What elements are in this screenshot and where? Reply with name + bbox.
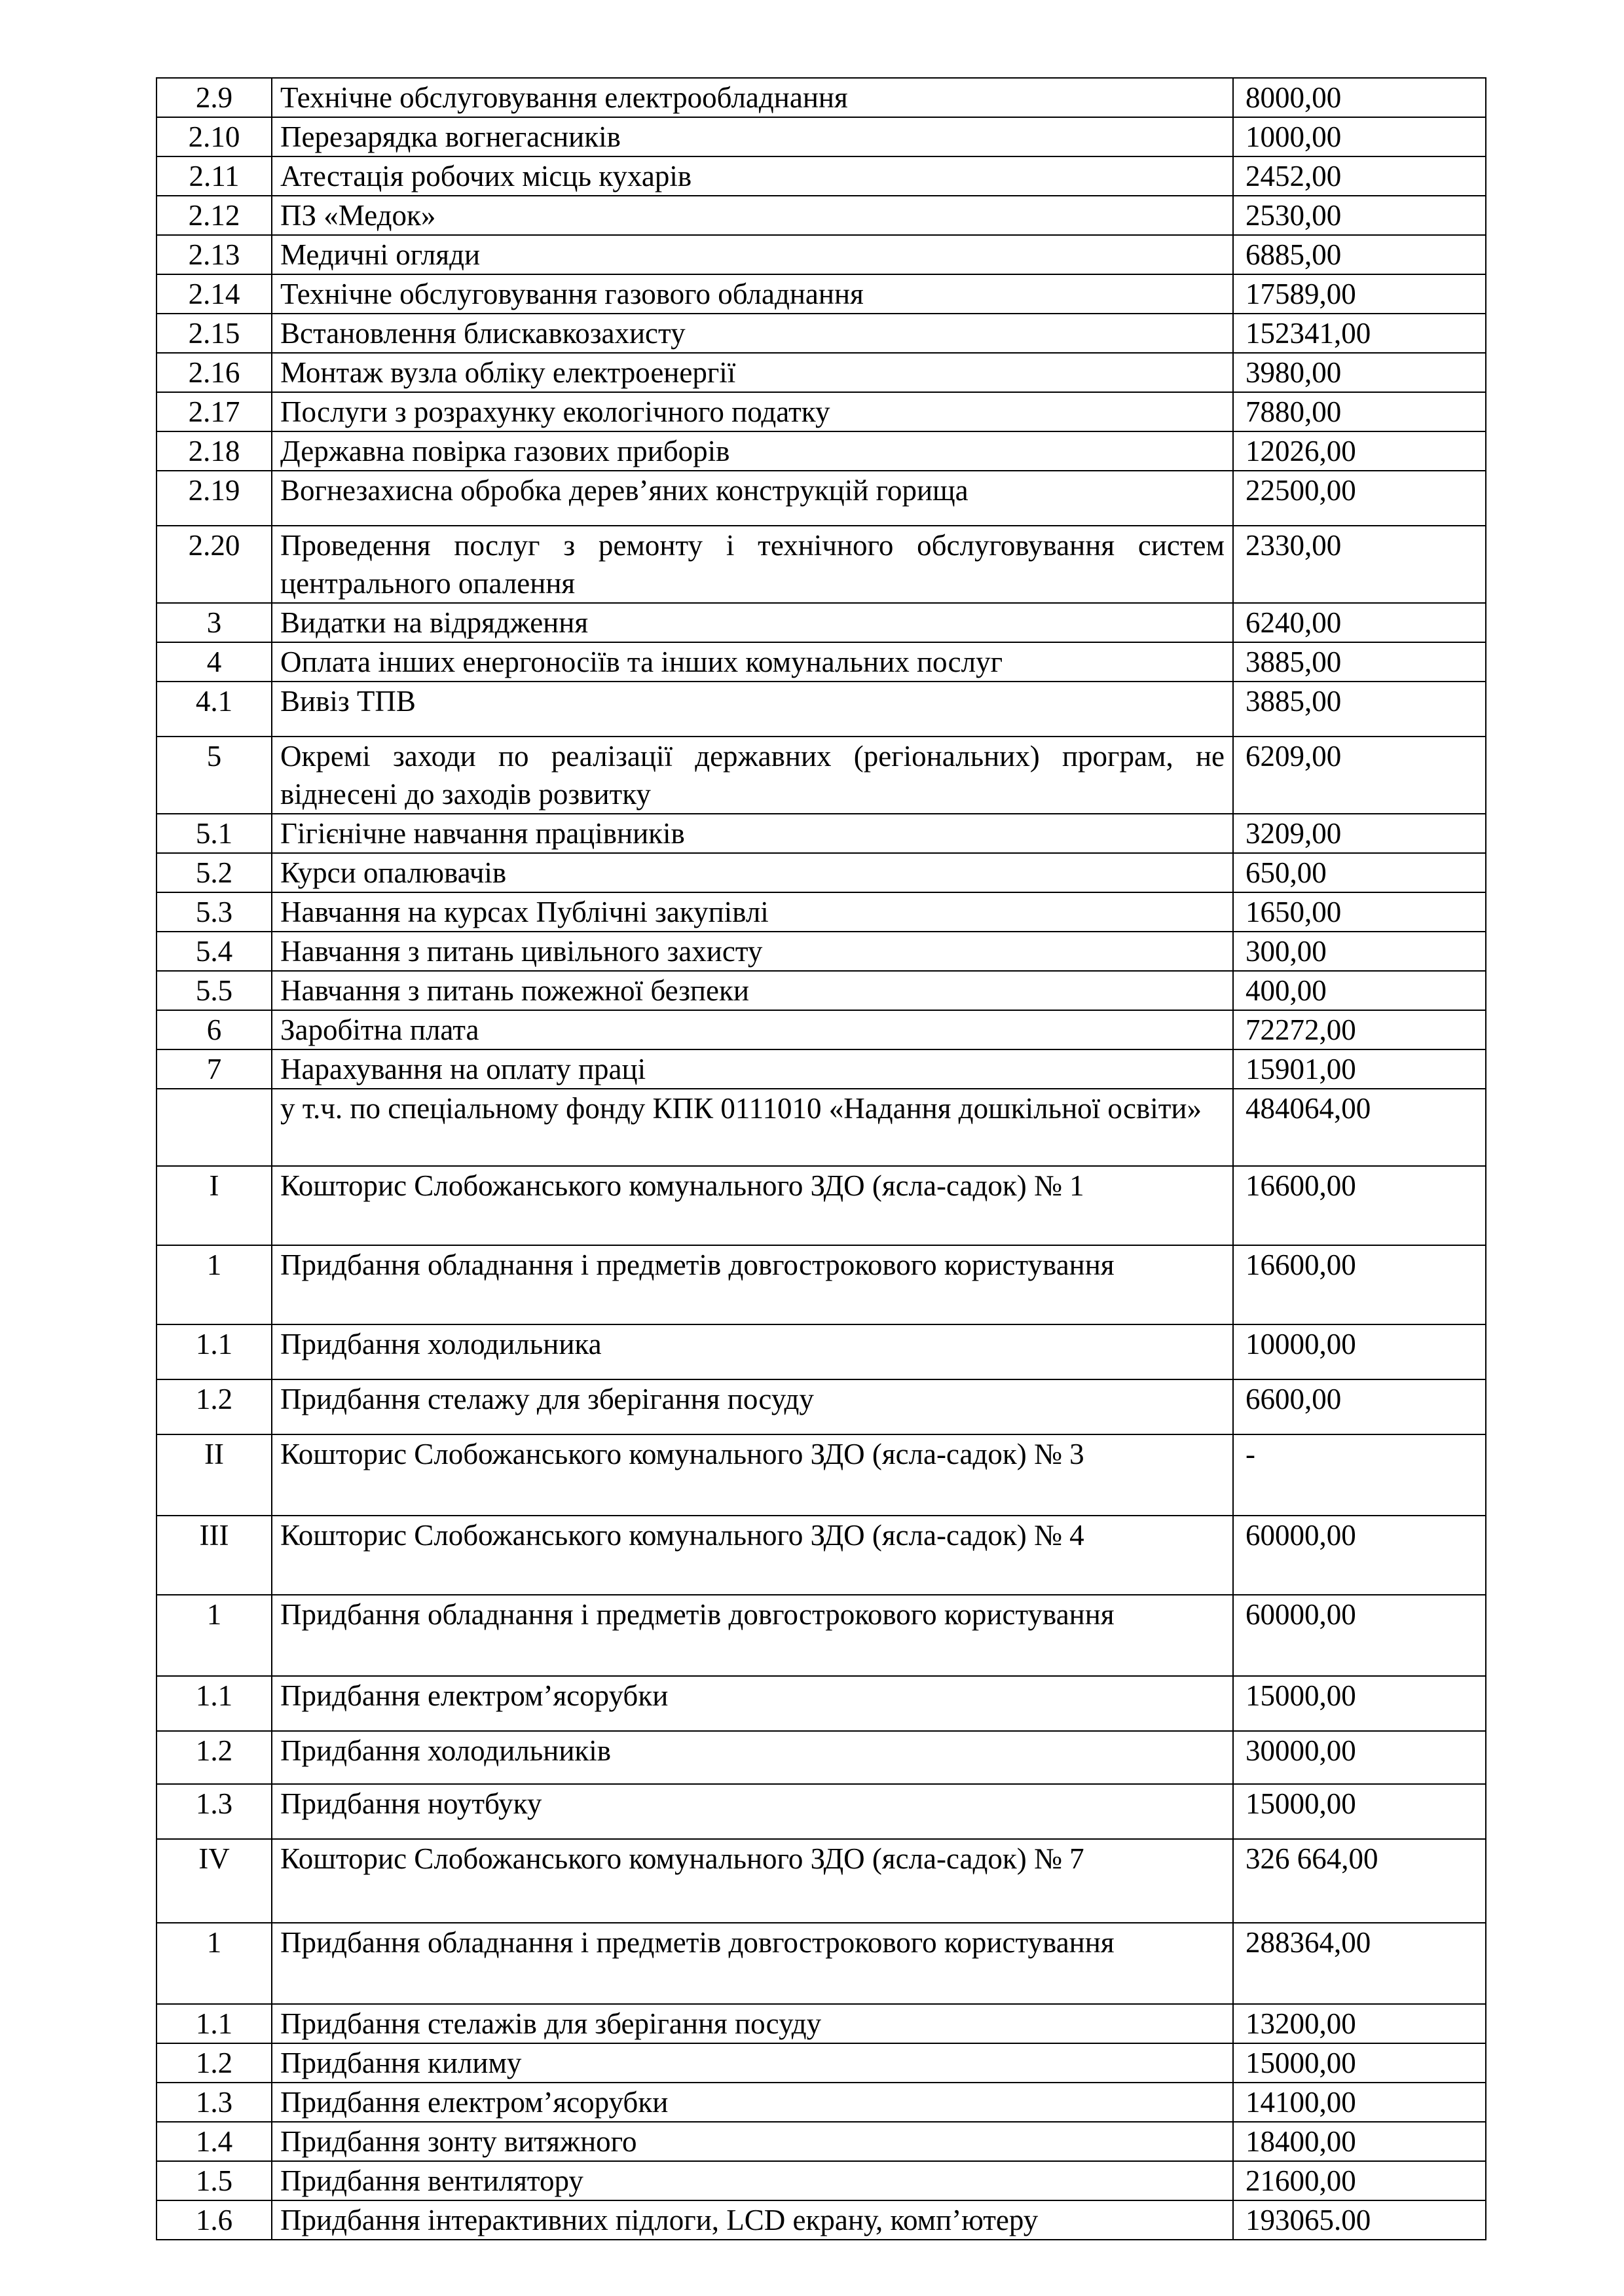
row-description: Навчання з питань цивільного захисту xyxy=(272,932,1233,971)
row-amount: 2530,00 xyxy=(1233,196,1486,235)
table-row xyxy=(157,892,1486,932)
table-row xyxy=(157,431,1486,471)
row-description: Нарахування на оплату праці xyxy=(272,1049,1233,1089)
row-number: 1.2 xyxy=(157,1731,272,1784)
row-number: 1.2 xyxy=(157,2043,272,2083)
row-amount: 3209,00 xyxy=(1233,814,1486,853)
row-amount: 21600,00 xyxy=(1233,2161,1486,2200)
row-amount: 18400,00 xyxy=(1233,2122,1486,2161)
row-amount: 72272,00 xyxy=(1233,1010,1486,1049)
table-row xyxy=(157,1839,1486,1923)
row-description: Придбання обладнання і предметів довгострокового користування xyxy=(272,1595,1233,1676)
row-number: 5.4 xyxy=(157,932,272,971)
row-description: Атестація робочих місць кухарів xyxy=(272,156,1233,196)
table-row xyxy=(157,196,1486,235)
row-number: 1.1 xyxy=(157,2004,272,2043)
row-amount: 300,00 xyxy=(1233,932,1486,971)
table-row xyxy=(157,642,1486,682)
row-number: 5.3 xyxy=(157,892,272,932)
table-row xyxy=(157,156,1486,196)
table-row xyxy=(157,1379,1486,1434)
row-number: 3 xyxy=(157,603,272,642)
row-description: Придбання холодильника xyxy=(272,1324,1233,1379)
row-amount: 8000,00 xyxy=(1233,78,1486,117)
row-number: 5.2 xyxy=(157,853,272,892)
row-amount: 22500,00 xyxy=(1233,471,1486,526)
table-row xyxy=(157,814,1486,853)
table-row xyxy=(157,1731,1486,1784)
table-row xyxy=(157,932,1486,971)
row-number: 2.20 xyxy=(157,526,272,603)
table-row xyxy=(157,1434,1486,1516)
table-row xyxy=(157,78,1486,117)
row-number: 4 xyxy=(157,642,272,682)
row-description: Навчання на курсах Публічні закупівлі xyxy=(272,892,1233,932)
row-description: ПЗ «Медок» xyxy=(272,196,1233,235)
row-number: IV xyxy=(157,1839,272,1923)
row-number: 7 xyxy=(157,1049,272,1089)
row-amount: 3885,00 xyxy=(1233,682,1486,737)
row-amount: 16600,00 xyxy=(1233,1166,1486,1245)
row-description: Придбання стелажу для зберігання посуду xyxy=(272,1379,1233,1434)
row-amount: 17589,00 xyxy=(1233,274,1486,314)
row-amount: 13200,00 xyxy=(1233,2004,1486,2043)
row-description: Гігієнічне навчання працівників xyxy=(272,814,1233,853)
row-amount: - xyxy=(1233,1434,1486,1516)
table-row xyxy=(157,971,1486,1010)
row-description: Придбання зонту витяжного xyxy=(272,2122,1233,2161)
row-description: Перезарядка вогнегасників xyxy=(272,117,1233,156)
row-description: Навчання з питань пожежної безпеки xyxy=(272,971,1233,1010)
row-number: 1.4 xyxy=(157,2122,272,2161)
row-amount: 7880,00 xyxy=(1233,392,1486,431)
row-amount: 193065.00 xyxy=(1233,2200,1486,2240)
row-amount: 15000,00 xyxy=(1233,1784,1486,1839)
row-amount: 30000,00 xyxy=(1233,1731,1486,1784)
row-amount: 1650,00 xyxy=(1233,892,1486,932)
row-description: Придбання стелажів для зберігання посуду xyxy=(272,2004,1233,2043)
row-amount: 1000,00 xyxy=(1233,117,1486,156)
row-description: Вогнезахисна обробка дерев’яних конструкцій горища xyxy=(272,471,1233,526)
row-description: Послуги з розрахунку екологічного податку xyxy=(272,392,1233,431)
row-amount: 12026,00 xyxy=(1233,431,1486,471)
row-amount: 14100,00 xyxy=(1233,2083,1486,2122)
row-amount: 2452,00 xyxy=(1233,156,1486,196)
row-description: Придбання електром’ясорубки xyxy=(272,1676,1233,1731)
row-amount: 6885,00 xyxy=(1233,235,1486,274)
row-description: Кошторис Слобожанського комунального ЗДО (ясла-садок) № 3 xyxy=(272,1434,1233,1516)
table-row xyxy=(157,2083,1486,2122)
table-row xyxy=(157,682,1486,737)
row-description: Придбання килиму xyxy=(272,2043,1233,2083)
row-description: Технічне обслуговування електрообладнання xyxy=(272,78,1233,117)
row-number: 2.14 xyxy=(157,274,272,314)
table-row xyxy=(157,1010,1486,1049)
table-row xyxy=(157,1089,1486,1166)
row-description: Придбання ноутбуку xyxy=(272,1784,1233,1839)
row-description: Придбання холодильників xyxy=(272,1731,1233,1784)
row-description: Вивіз ТПВ xyxy=(272,682,1233,737)
table-row xyxy=(157,1166,1486,1245)
row-description: Монтаж вузла обліку електроенергії xyxy=(272,353,1233,392)
row-description: Технічне обслуговування газового обладнання xyxy=(272,274,1233,314)
budget-table xyxy=(156,77,1486,2240)
row-number: 2.10 xyxy=(157,117,272,156)
table-row xyxy=(157,235,1486,274)
row-description: Кошторис Слобожанського комунального ЗДО (ясла-садок) № 1 xyxy=(272,1166,1233,1245)
row-number: 1.5 xyxy=(157,2161,272,2200)
row-amount: 6240,00 xyxy=(1233,603,1486,642)
table-row xyxy=(157,1245,1486,1324)
row-description: Оплата інших енергоносіїв та інших комунальних послуг xyxy=(272,642,1233,682)
table-row xyxy=(157,2122,1486,2161)
row-description: Придбання вентилятору xyxy=(272,2161,1233,2200)
row-amount: 6600,00 xyxy=(1233,1379,1486,1434)
row-amount: 484064,00 xyxy=(1233,1089,1486,1166)
row-number: 1.1 xyxy=(157,1676,272,1731)
row-number: II xyxy=(157,1434,272,1516)
table-row xyxy=(157,2043,1486,2083)
row-number: 4.1 xyxy=(157,682,272,737)
row-number: III xyxy=(157,1516,272,1595)
row-description: Проведення послуг з ремонту і технічного обслуговування систем центрального опалення xyxy=(272,526,1233,603)
row-number: 1.6 xyxy=(157,2200,272,2240)
row-description: Придбання електром’ясорубки xyxy=(272,2083,1233,2122)
row-amount: 3980,00 xyxy=(1233,353,1486,392)
row-amount: 15901,00 xyxy=(1233,1049,1486,1089)
row-number: 2.12 xyxy=(157,196,272,235)
row-description: Курси опалювачів xyxy=(272,853,1233,892)
row-amount: 288364,00 xyxy=(1233,1923,1486,2004)
table-row xyxy=(157,2161,1486,2200)
row-amount: 10000,00 xyxy=(1233,1324,1486,1379)
row-number: 2.16 xyxy=(157,353,272,392)
row-description: Медичні огляди xyxy=(272,235,1233,274)
row-description: Встановлення блискавкозахисту xyxy=(272,314,1233,353)
table-row xyxy=(157,314,1486,353)
row-number: 1.1 xyxy=(157,1324,272,1379)
row-amount: 650,00 xyxy=(1233,853,1486,892)
table-row xyxy=(157,1516,1486,1595)
row-number: 5.1 xyxy=(157,814,272,853)
row-description: Придбання обладнання і предметів довгострокового користування xyxy=(272,1923,1233,2004)
table-row xyxy=(157,353,1486,392)
row-number: 1 xyxy=(157,1923,272,2004)
row-amount: 16600,00 xyxy=(1233,1245,1486,1324)
row-description: Кошторис Слобожанського комунального ЗДО (ясла-садок) № 7 xyxy=(272,1839,1233,1923)
row-amount: 15000,00 xyxy=(1233,1676,1486,1731)
table-row xyxy=(157,117,1486,156)
row-number xyxy=(157,1089,272,1166)
row-description: Державна повірка газових приборів xyxy=(272,431,1233,471)
table-row xyxy=(157,737,1486,814)
row-amount: 326 664,00 xyxy=(1233,1839,1486,1923)
table-row xyxy=(157,1784,1486,1839)
row-number: 1.3 xyxy=(157,2083,272,2122)
row-description: Окремі заходи по реалізації державних (регіональних) програм, не віднесені до заходів розвитку xyxy=(272,737,1233,814)
row-number: 2.18 xyxy=(157,431,272,471)
table-row xyxy=(157,2200,1486,2240)
row-number: 2.15 xyxy=(157,314,272,353)
row-amount: 152341,00 xyxy=(1233,314,1486,353)
table-row xyxy=(157,1595,1486,1676)
row-number: 1.3 xyxy=(157,1784,272,1839)
row-number: 1.2 xyxy=(157,1379,272,1434)
row-number: 2.11 xyxy=(157,156,272,196)
row-description: Придбання обладнання і предметів довгострокового користування xyxy=(272,1245,1233,1324)
row-number: 6 xyxy=(157,1010,272,1049)
table-row xyxy=(157,471,1486,526)
row-number: 2.19 xyxy=(157,471,272,526)
table-row xyxy=(157,1049,1486,1089)
budget-table-body xyxy=(157,78,1486,2240)
row-description: Видатки на відрядження xyxy=(272,603,1233,642)
row-amount: 60000,00 xyxy=(1233,1595,1486,1676)
table-row xyxy=(157,274,1486,314)
table-row xyxy=(157,1923,1486,2004)
row-number: 1 xyxy=(157,1595,272,1676)
row-amount: 6209,00 xyxy=(1233,737,1486,814)
table-row xyxy=(157,392,1486,431)
row-amount: 400,00 xyxy=(1233,971,1486,1010)
row-description: Заробітна плата xyxy=(272,1010,1233,1049)
row-description: Придбання інтерактивних підлоги, LCD екрану, комп’ютеру xyxy=(272,2200,1233,2240)
table-row xyxy=(157,1324,1486,1379)
row-number: 2.9 xyxy=(157,78,272,117)
row-number: 5 xyxy=(157,737,272,814)
row-amount: 60000,00 xyxy=(1233,1516,1486,1595)
table-row xyxy=(157,526,1486,603)
row-number: 5.5 xyxy=(157,971,272,1010)
table-row xyxy=(157,853,1486,892)
table-row xyxy=(157,603,1486,642)
table-row xyxy=(157,1676,1486,1731)
row-number: 2.17 xyxy=(157,392,272,431)
row-number: 2.13 xyxy=(157,235,272,274)
row-number: I xyxy=(157,1166,272,1245)
row-amount: 2330,00 xyxy=(1233,526,1486,603)
row-amount: 15000,00 xyxy=(1233,2043,1486,2083)
row-amount: 3885,00 xyxy=(1233,642,1486,682)
row-number: 1 xyxy=(157,1245,272,1324)
row-description: Кошторис Слобожанського комунального ЗДО (ясла-садок) № 4 xyxy=(272,1516,1233,1595)
row-description: у т.ч. по спеціальному фонду КПК 0111010 «Надання дошкільної освіти» xyxy=(272,1089,1233,1166)
table-row xyxy=(157,2004,1486,2043)
